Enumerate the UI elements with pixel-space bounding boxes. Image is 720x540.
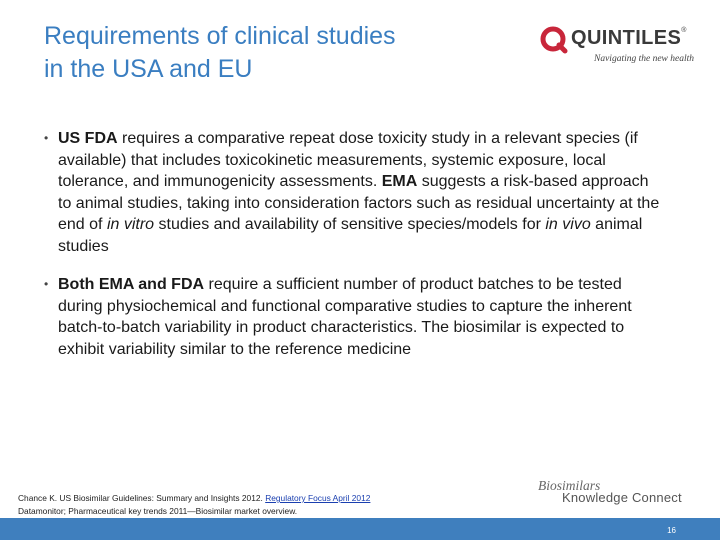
reference-link[interactable]: Regulatory Focus April 2012 <box>265 493 371 503</box>
bullet-list <box>44 128 664 377</box>
footer-bar <box>0 518 720 540</box>
bullet-1-bold-1: US FDA <box>58 130 118 147</box>
bullet-item-2 <box>44 274 664 360</box>
reference-1: Chance K. US Biosimilar Guidelines: Summary and Insights 2012. Regulatory Focus April 2012 <box>18 493 371 503</box>
reference-2: Datamonitor; Pharmaceutical key trends 2011—Biosimilar market overview. <box>18 506 298 516</box>
bullet-item-1 <box>44 128 664 257</box>
bullet-1-text-4: animal studies <box>58 216 643 255</box>
bullet-2-bold-1: Both EMA and FDA <box>58 276 205 293</box>
bullet-1-italic-1: in vitro <box>106 216 155 233</box>
slide-title <box>44 20 504 86</box>
title-line-2: in the USA and EU <box>44 55 253 83</box>
logo-tagline: Navigating the new health <box>594 54 695 64</box>
quintiles-ring-icon <box>540 26 568 54</box>
bullet-marker: • <box>44 131 49 145</box>
brand-bottom: Knowledge Connect <box>562 490 682 505</box>
bullet-1-text-3: studies and availability of sensitive species/models for <box>154 216 546 233</box>
bullet-marker: • <box>44 277 49 291</box>
page-number: 16 <box>667 526 676 535</box>
title-line-1: Requirements of clinical studies <box>44 22 396 50</box>
bullet-1-text-1: requires a comparative repeat dose toxicity study in a relevant species (if available) that includes toxicokinetic measurements, systemic exposure, local tolerance, and immunogenicity assessments. <box>58 130 638 190</box>
bullet-1-text-2: suggests a risk-based approach to animal studies, taking into consideration factors such as residual uncertainty at the end of <box>58 173 660 233</box>
bullet-2-text-1: require a sufficient number of product batches to be tested during physiochemical and functional comparative studies to capture the inherent batch-to-batch variability in product characteristics. The biosimilar is expected to exhibit variability similar to the reference medicine <box>58 276 632 358</box>
bullet-1-bold-2: EMA <box>381 173 418 190</box>
references <box>18 492 370 518</box>
quintiles-logo <box>540 24 705 68</box>
biosimilars-knowledge-connect-logo <box>538 478 698 508</box>
bullet-1-italic-2: in vivo <box>545 216 591 233</box>
brand-top: Biosimilars <box>538 478 601 493</box>
logo-wordmark: QUINTILES® <box>571 27 687 49</box>
